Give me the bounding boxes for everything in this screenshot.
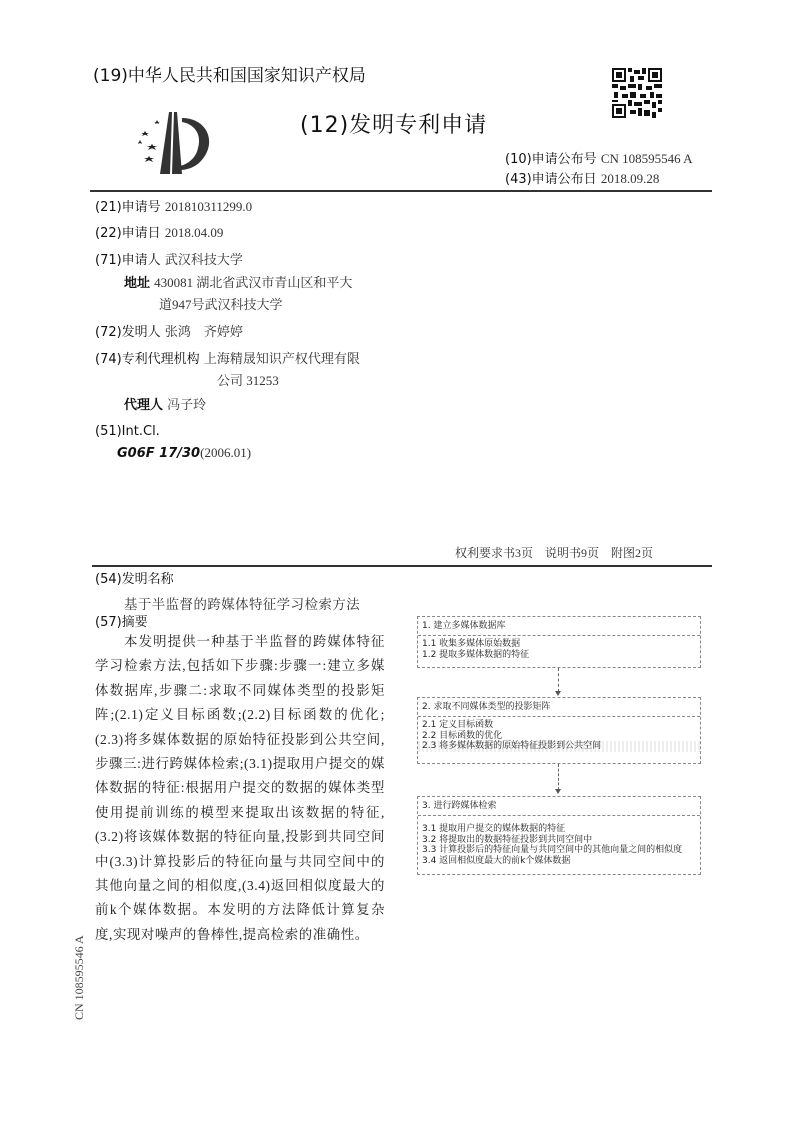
publication-number-label: (10)申请公布号 (505, 152, 597, 167)
arrow-down-icon (555, 691, 561, 696)
inventor-label: (72)发明人 (95, 325, 161, 340)
agency-line-1: 上海精晟知识产权代理有限 (203, 351, 360, 366)
agent-value: 冯子玲 (167, 397, 207, 412)
publication-date-label: (43)申请公布日 (505, 172, 597, 187)
agent-label: 代理人 (124, 398, 164, 413)
invention-title: 基于半监督的跨媒体特征学习检索方法 (124, 597, 361, 612)
step-2-item: 2.2 目标函数的优化 (422, 730, 503, 741)
issuing-office: (19)中华人民共和国国家知识产权局 (93, 66, 366, 86)
step-3-item: 3.3 计算投影后的特征向量与共同空间中的其他向量之间的相似度 (422, 845, 683, 855)
abstract-text: 本发明提供一种基于半监督的跨媒体特征学习检索方法,包括如下步骤:步骤一:建立多媒体数据库,步骤二:求取不同媒体类型的投影矩阵;(2.1)定义目标函数;(2.2)目标函数的优化;(2.3)将多媒体数据的原始特征投影到公共空间,步骤三:进行跨媒体检索;(3.1)提取用户提交的媒体数据的特征:根据用户提交的数据的媒体类型使用提前训练的模型来提取出该数据的特征,(3.2)将该媒体数据的特征向量,投影到共同空间中(3.3)计算投影后的特征向量与共同空间中的其他向量之间的相似度,(3.4)返回相似度最大的前k个媒体数据。本发明的方法降低计算复杂度,实现对噪声的鲁棒性,提高检索的准确性。 (95, 634, 385, 942)
step-3-title: 3. 进行跨媒体检索 (418, 797, 700, 816)
arrow-down-icon (555, 789, 561, 794)
agency-label: (74)专利代理机构 (95, 352, 200, 367)
flowchart-step-3 (417, 796, 701, 875)
flowchart-step-2 (417, 697, 701, 764)
publication-date-value: 2018.09.28 (600, 171, 660, 186)
step-2-title: 2. 求取不同媒体类型的投影矩阵 (418, 698, 700, 717)
inventor-value: 张鸿 齐婷婷 (164, 324, 243, 339)
intcl-label: (51)Int.Cl. (95, 424, 160, 439)
application-date-label: (22)申请日 (95, 226, 161, 241)
address-label: 地址 (124, 276, 151, 291)
address-line-1: 430081 湖北省武汉市青山区和平大 (154, 275, 353, 290)
flow-arrow-line (558, 668, 559, 692)
applicant-label: (71)申请人 (95, 253, 161, 268)
publication-number-value: CN 108595546 A (600, 151, 693, 166)
cnipa-logo-icon (130, 104, 230, 182)
header-divider (90, 190, 712, 192)
agency-line-2: 公司 31253 (217, 373, 279, 388)
qr-code-icon (612, 68, 662, 118)
page-counts: 权利要求书3页 说明书9页 附图2页 (455, 546, 654, 560)
intcl-code: G06F 17/30 (117, 446, 201, 461)
application-number-value: 201810311299.0 (164, 199, 253, 214)
intcl-version: (2006.01) (200, 445, 252, 460)
flow-arrow-line (558, 764, 559, 790)
step-2-item: 2.1 定义目标函数 (422, 720, 494, 730)
document-type: (12)发明专利申请 (300, 113, 488, 138)
applicant-value: 武汉科技大学 (164, 252, 243, 267)
step-1-title: 1. 建立多媒体数据库 (418, 617, 700, 636)
address-line-2: 道947号武汉科技大学 (159, 297, 283, 312)
abstract-label: (57)摘要 (95, 615, 148, 630)
title-label: (54)发明名称 (95, 572, 174, 587)
flowchart-step-1 (417, 616, 701, 668)
step-1-item: 1.2 提取多媒体数据的特征 (422, 649, 530, 660)
step-3-item: 3.4 返回相似度最大的前k个媒体数据 (422, 855, 571, 866)
step-1-item: 1.1 收集多媒体原始数据 (422, 639, 521, 649)
side-publication-number: CN 108595546 A (72, 935, 86, 1020)
application-number-label: (21)申请号 (95, 200, 161, 215)
step-2-item: 2.3 将多媒体数据的原始特征投影到公共空间 (418, 741, 700, 752)
application-date-value: 2018.04.09 (164, 225, 224, 240)
section-divider (92, 565, 712, 567)
step-3-item: 3.1 提取用户提交的媒体数据的特征 (422, 824, 566, 834)
step-3-item: 3.2 将提取出的数据特征投影到共同空间中 (422, 834, 593, 845)
